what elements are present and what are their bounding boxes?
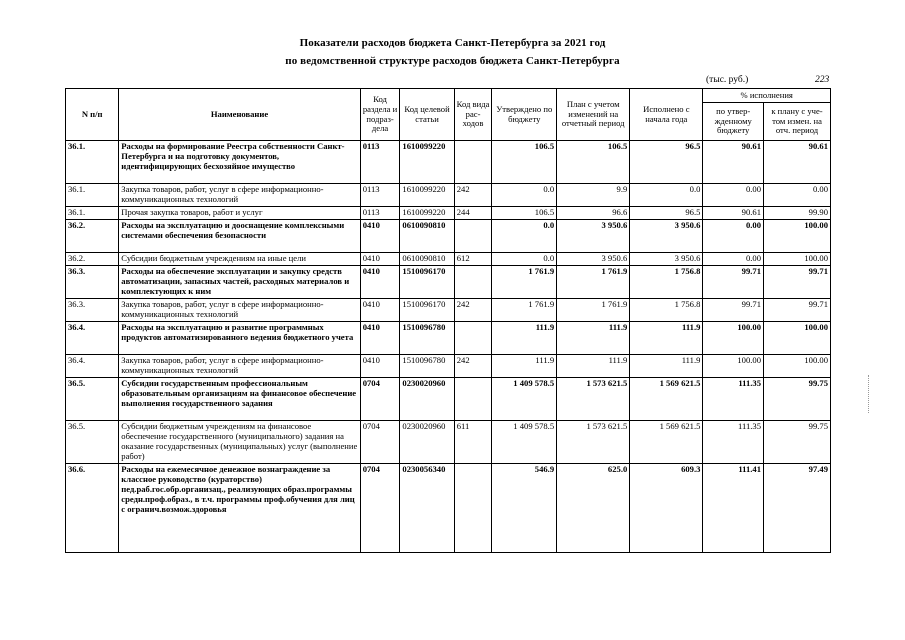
cell-plan: 1 573 621.5 — [557, 378, 630, 421]
cell-num: 36.5. — [66, 421, 119, 464]
col-header-section: Код раздела и подраз-дела — [360, 89, 400, 141]
table-row — [66, 266, 831, 299]
cell-pct-plan: 100.00 — [764, 220, 831, 253]
cell-section: 0704 — [360, 464, 400, 553]
cell-name: Субсидии государственным профессиональным образовательным организациям на финансовое обеспечение выполнения государственного задания — [119, 378, 360, 421]
cell-type — [454, 266, 492, 299]
cell-executed: 1 756.8 — [630, 299, 703, 322]
cell-plan: 111.9 — [557, 355, 630, 378]
cell-pct-approved: 0.00 — [703, 253, 764, 266]
col-header-pct-plan: к плану с уче-том измен. на отч. период — [764, 103, 831, 141]
cell-target: 1510096170 — [400, 266, 454, 299]
cell-num: 36.3. — [66, 266, 119, 299]
cell-type: 244 — [454, 207, 492, 220]
cell-plan: 3 950.6 — [557, 253, 630, 266]
cell-pct-plan: 100.00 — [764, 355, 831, 378]
cell-type — [454, 220, 492, 253]
cell-executed: 1 569 621.5 — [630, 378, 703, 421]
cell-pct-approved: 100.00 — [703, 355, 764, 378]
cell-target: 0610090810 — [400, 220, 454, 253]
cell-section: 0113 — [360, 184, 400, 207]
cell-approved: 1 761.9 — [492, 266, 557, 299]
cell-target: 1610099220 — [400, 184, 454, 207]
table-row — [66, 421, 831, 464]
cell-pct-approved: 90.61 — [703, 141, 764, 184]
cell-executed: 3 950.6 — [630, 253, 703, 266]
cell-pct-approved: 111.35 — [703, 378, 764, 421]
cell-plan: 96.6 — [557, 207, 630, 220]
cell-approved: 111.9 — [492, 322, 557, 355]
units-label: (тыс. руб.) — [706, 75, 749, 85]
cell-approved: 111.9 — [492, 355, 557, 378]
cell-approved: 0.0 — [492, 253, 557, 266]
cell-approved: 106.5 — [492, 141, 557, 184]
cell-num: 36.4. — [66, 355, 119, 378]
cell-target: 1510096780 — [400, 322, 454, 355]
cell-approved: 546.9 — [492, 464, 557, 553]
cell-name: Субсидии бюджетным учреждениям на иные цели — [119, 253, 360, 266]
cell-type — [454, 322, 492, 355]
cell-plan: 9.9 — [557, 184, 630, 207]
cell-pct-approved: 99.71 — [703, 299, 764, 322]
cell-pct-plan: 97.49 — [764, 464, 831, 553]
cell-approved: 106.5 — [492, 207, 557, 220]
cell-pct-plan: 0.00 — [764, 184, 831, 207]
cell-target: 0230056340 — [400, 464, 454, 553]
cell-executed: 96.5 — [630, 141, 703, 184]
cell-type: 242 — [454, 355, 492, 378]
cell-section: 0704 — [360, 421, 400, 464]
cell-executed: 609.3 — [630, 464, 703, 553]
report-title-line-1: Показатели расходов бюджета Санкт-Петербурга за 2021 год — [299, 37, 606, 49]
table-body — [66, 141, 831, 553]
cell-section: 0410 — [360, 253, 400, 266]
cell-approved: 1 409 578.5 — [492, 378, 557, 421]
cell-pct-approved: 111.35 — [703, 421, 764, 464]
cell-pct-approved: 100.00 — [703, 322, 764, 355]
cell-target: 0610090810 — [400, 253, 454, 266]
cell-section: 0113 — [360, 207, 400, 220]
cell-name: Закупка товаров, работ, услуг в сфере информационно-коммуникационных технологий — [119, 355, 360, 378]
cell-name: Расходы на эксплуатацию и дооснащение комплексными системами обеспечения безопасности — [119, 220, 360, 253]
cell-target: 1510096780 — [400, 355, 454, 378]
table-row — [66, 322, 831, 355]
cell-plan: 111.9 — [557, 322, 630, 355]
cell-executed: 3 950.6 — [630, 220, 703, 253]
cell-plan: 625.0 — [557, 464, 630, 553]
cell-target: 1610099220 — [400, 141, 454, 184]
page-number: 223 — [815, 75, 830, 85]
cell-section: 0410 — [360, 355, 400, 378]
cell-num: 36.1. — [66, 184, 119, 207]
cell-type: 242 — [454, 299, 492, 322]
cell-name: Закупка товаров, работ, услуг в сфере информационно-коммуникационных технологий — [119, 299, 360, 322]
scan-artifact — [868, 375, 871, 413]
cell-name: Расходы на обеспечение эксплуатации и закупку средств автоматизации, запасных частей, расходных материалов и комплектующих к ним — [119, 266, 360, 299]
cell-num: 36.1. — [66, 141, 119, 184]
cell-section: 0410 — [360, 220, 400, 253]
cell-name: Расходы на формирование Реестра собственности Санкт-Петербурга и на подготовку документов, идентифицирующих бесхозяйное имущество — [119, 141, 360, 184]
col-header-approved: Утверждено по бюджету — [492, 89, 557, 141]
col-header-num: N п/п — [66, 89, 119, 141]
cell-section: 0410 — [360, 299, 400, 322]
cell-num: 36.6. — [66, 464, 119, 553]
cell-name: Закупка товаров, работ, услуг в сфере информационно-коммуникационных технологий — [119, 184, 360, 207]
cell-type — [454, 464, 492, 553]
col-header-pct-group: % исполнения — [703, 89, 831, 103]
cell-num: 36.5. — [66, 378, 119, 421]
cell-type — [454, 378, 492, 421]
cell-name: Субсидии бюджетным учреждениям на финансовое обеспечение государственного (муниципального) задания на оказание государственных (муниципальных) услуг (выполнение работ) — [119, 421, 360, 464]
cell-type: 611 — [454, 421, 492, 464]
cell-name: Расходы на ежемесячное денежное вознаграждение за классное руководство (кураторство) пед.раб.гос.обр.организац., реализующих образ.программы средн.проф.образ., в т.ч. программы проф.обучения для лиц с огранич.возмож.здоровья — [119, 464, 360, 553]
cell-executed: 1 569 621.5 — [630, 421, 703, 464]
table-row — [66, 378, 831, 421]
cell-executed: 0.0 — [630, 184, 703, 207]
cell-target: 0230020960 — [400, 421, 454, 464]
cell-type: 612 — [454, 253, 492, 266]
cell-plan: 1 761.9 — [557, 266, 630, 299]
cell-executed: 111.9 — [630, 355, 703, 378]
report-title-line-2: по ведомственной структуре расходов бюджета Санкт-Петербурга — [285, 55, 620, 67]
cell-pct-plan: 100.00 — [764, 253, 831, 266]
cell-pct-approved: 0.00 — [703, 220, 764, 253]
cell-num: 36.2. — [66, 220, 119, 253]
cell-section: 0410 — [360, 322, 400, 355]
cell-approved: 0.0 — [492, 184, 557, 207]
table-row — [66, 464, 831, 553]
cell-num: 36.4. — [66, 322, 119, 355]
col-header-executed: Исполнено с начала года — [630, 89, 703, 141]
cell-type — [454, 141, 492, 184]
cell-num: 36.2. — [66, 253, 119, 266]
cell-section: 0113 — [360, 141, 400, 184]
cell-target: 0230020960 — [400, 378, 454, 421]
cell-plan: 3 950.6 — [557, 220, 630, 253]
cell-pct-approved: 0.00 — [703, 184, 764, 207]
col-header-plan: План с учетом изменений на отчетный период — [557, 89, 630, 141]
col-header-name: Наименование — [119, 89, 360, 141]
cell-executed: 96.5 — [630, 207, 703, 220]
cell-type: 242 — [454, 184, 492, 207]
table-row — [66, 207, 831, 220]
cell-target: 1610099220 — [400, 207, 454, 220]
cell-num: 36.3. — [66, 299, 119, 322]
cell-pct-plan: 99.71 — [764, 266, 831, 299]
cell-section: 0704 — [360, 378, 400, 421]
table-row — [66, 253, 831, 266]
table-row — [66, 355, 831, 378]
cell-plan: 1 573 621.5 — [557, 421, 630, 464]
cell-name: Расходы на эксплуатацию и развитие программных продуктов автоматизированного ведения бюджетного учета — [119, 322, 360, 355]
cell-pct-plan: 99.90 — [764, 207, 831, 220]
cell-plan: 106.5 — [557, 141, 630, 184]
cell-pct-plan: 90.61 — [764, 141, 831, 184]
cell-pct-approved: 90.61 — [703, 207, 764, 220]
cell-approved: 1 761.9 — [492, 299, 557, 322]
cell-approved: 0.0 — [492, 220, 557, 253]
cell-plan: 1 761.9 — [557, 299, 630, 322]
cell-pct-approved: 111.41 — [703, 464, 764, 553]
table-row — [66, 141, 831, 184]
table-row — [66, 184, 831, 207]
col-header-type: Код вида рас-ходов — [454, 89, 492, 141]
cell-pct-plan: 100.00 — [764, 322, 831, 355]
cell-approved: 1 409 578.5 — [492, 421, 557, 464]
cell-pct-plan: 99.75 — [764, 421, 831, 464]
cell-executed: 111.9 — [630, 322, 703, 355]
expenditure-table — [65, 88, 831, 553]
cell-pct-plan: 99.71 — [764, 299, 831, 322]
col-header-target: Код целевой статьи — [400, 89, 454, 141]
table-row — [66, 299, 831, 322]
cell-pct-plan: 99.75 — [764, 378, 831, 421]
cell-name: Прочая закупка товаров, работ и услуг — [119, 207, 360, 220]
cell-target: 1510096170 — [400, 299, 454, 322]
col-header-pct-approved: по утвер-жденному бюджету — [703, 103, 764, 141]
cell-pct-approved: 99.71 — [703, 266, 764, 299]
cell-section: 0410 — [360, 266, 400, 299]
cell-num: 36.1. — [66, 207, 119, 220]
table-row — [66, 220, 831, 253]
cell-executed: 1 756.8 — [630, 266, 703, 299]
